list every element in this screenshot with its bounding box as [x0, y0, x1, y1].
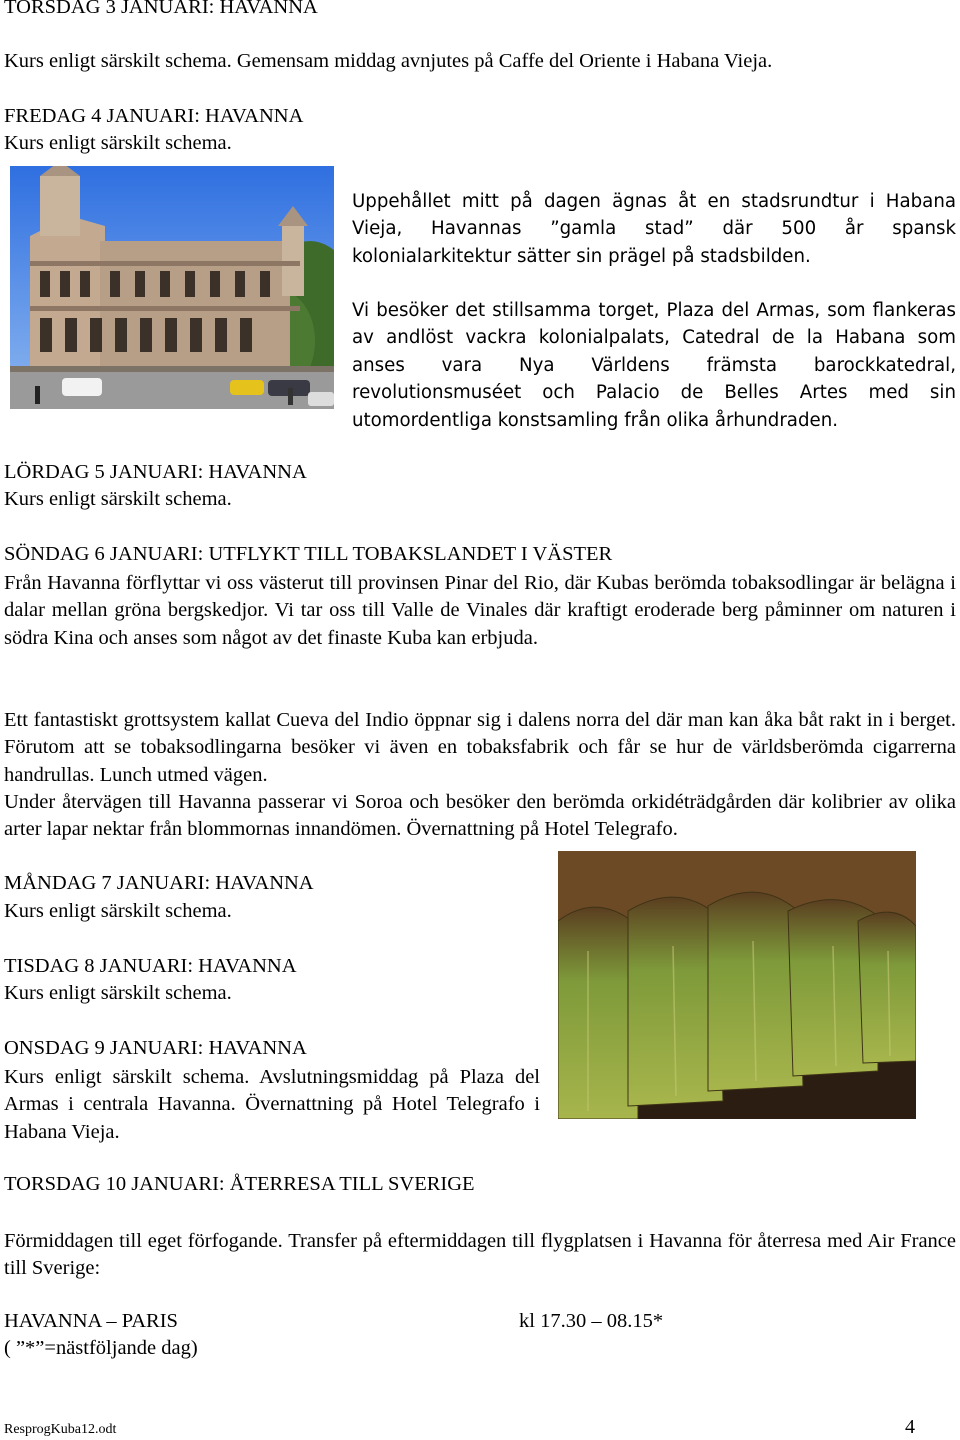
day-text-fri4: Kurs enligt särskilt schema.	[4, 132, 232, 154]
day-heading-fri4: FREDAG 4 JANUARI: HAVANNA	[4, 105, 304, 127]
flight-times: kl 17.30 – 08.15*	[519, 1310, 664, 1332]
tobacco-leaves-photo	[558, 851, 916, 1119]
sun6-soroa-paragraph: Under återvägen till Havanna passerar vi Soroa och besöker den berömda orkidéträdgården där kolibrier av olika arter lapar nektar från blommornas innandömen. Övernattning på Hotel Telegrafo.	[4, 791, 956, 841]
flight-note: ( ”*”=nästföljande dag)	[4, 1337, 198, 1359]
footer-filename: ResprogKuba12.odt	[4, 1422, 117, 1437]
day-heading-sat5: LÖRDAG 5 JANUARI: HAVANNA	[4, 461, 307, 483]
fri4-plaza-paragraph: Vi besöker det stillsamma torget, Plaza del Armas, som flankeras av andlöst vackra kolonialpalats, Catedral de la Habana som anses vara Nya Världens främsta barockkatedral, revolutionsmuséet och Palacio de Belles Artes med sin utomordentliga konstsamling från olika århundraden.	[352, 300, 956, 431]
wed9-paragraph: Kurs enligt särskilt schema. Avslutningsmiddag på Plaza del Armas i centrala Havanna. Övernattning på Hotel Telegrafo i Habana Vieja.	[4, 1066, 540, 1143]
day-heading-wed9: ONSDAG 9 JANUARI: HAVANNA	[4, 1037, 307, 1059]
day-heading-mon7: MÅNDAG 7 JANUARI: HAVANNA	[4, 872, 314, 894]
page-number: 4	[905, 1416, 915, 1438]
day-heading-thu3: TORSDAG 3 JANUARI: HAVANNA	[4, 0, 318, 18]
day-heading-tue8: TISDAG 8 JANUARI: HAVANNA	[4, 955, 297, 977]
day-text-mon7: Kurs enligt särskilt schema.	[4, 900, 232, 922]
day-text-tue8: Kurs enligt särskilt schema.	[4, 982, 232, 1004]
sun6-tobacco-paragraph: Från Havanna förflyttar vi oss västerut till provinsen Pinar del Rio, där Kubas berömda tobaksodlingar är belägna i dalar mellan gröna bergskedjor. Vi tar oss till Valle de Vinales där kraftigt eroderade berg påminner om naturen i södra Kina och anses som något av det finaste Kuba kan erbjuda.	[4, 572, 956, 649]
sun6-cave-paragraph: Ett fantastiskt grottsystem kallat Cueva del Indio öppnar sig i dalens norra del där man kan åka båt rakt in i berget. Förutom att se tobaksodlingarna besöker vi även en tobaksfabrik och får se hur de världsberömda cigarrerna handrullas. Lunch utmed vägen.	[4, 709, 956, 786]
thu10-paragraph: Förmiddagen till eget förfogande. Transfer på eftermiddagen till flygplatsen i Havanna för återresa med Air France till Sverige:	[4, 1230, 956, 1280]
day-heading-thu10: TORSDAG 10 JANUARI: ÅTERRESA TILL SVERIGE	[4, 1173, 475, 1195]
fri4-tour-paragraph: Uppehållet mitt på dagen ägnas åt en stadsrundtur i Habana Vieja, Havannas ”gamla stad” där 500 år spansk kolonialarkitektur sätter sin prägel på stadsbilden.	[352, 191, 956, 267]
day-heading-sun6: SÖNDAG 6 JANUARI: UTFLYKT TILL TOBAKSLANDET I VÄSTER	[4, 543, 613, 565]
flight-route: HAVANNA – PARIS	[4, 1310, 178, 1332]
day-text-thu3: Kurs enligt särskilt schema. Gemensam middag avnjutes på Caffe del Oriente i Habana Vieja.	[4, 50, 773, 72]
havana-theatre-photo	[10, 166, 334, 409]
day-text-sat5: Kurs enligt särskilt schema.	[4, 488, 232, 510]
